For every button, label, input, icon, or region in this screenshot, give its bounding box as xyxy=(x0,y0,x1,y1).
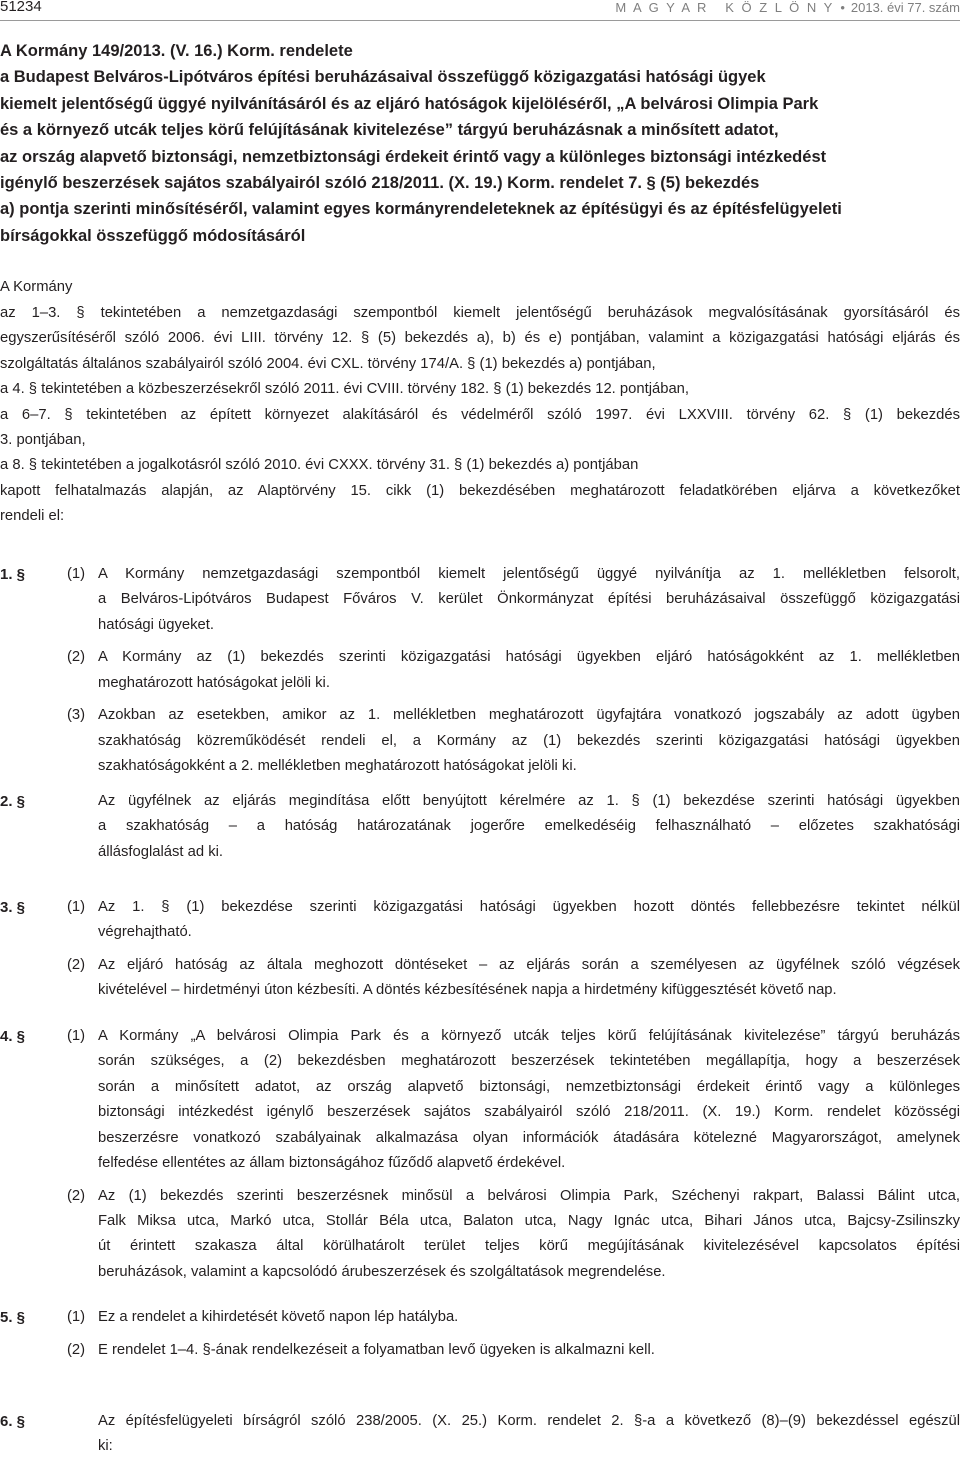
preamble-line: egyszerűsítéséről szóló 2006. évi LIII. törvény 12. § (5) bekezdés a), b) és e) pontjában, valamint a közigazgatási hatósági eljárás és xyxy=(0,330,960,347)
paragraph-text xyxy=(98,1409,960,1460)
title-line: az ország alapvető biztonsági, nemzetbiztonsági érdekeit érintő vagy a különleges biztonsági intézkedést xyxy=(0,147,827,166)
page-header xyxy=(0,0,960,34)
section-number: 5. § xyxy=(0,1309,26,1326)
paragraph-text xyxy=(98,953,960,1004)
paragraph-line: beruházások, valamint a kapcsolódó árubeszerzések és szolgáltatások megrendelése. xyxy=(98,1263,666,1280)
section-number: 3. § xyxy=(0,899,26,916)
paragraph-line: E rendelet 1–4. §-ának rendelkezéseit a folyamatban levő ügyeken is alkalmazni kell. xyxy=(98,1341,655,1358)
paragraph-line: Falk Miksa utca, Markó utca, Stollár Béla utca, Balaton utca, Nagy Ignác utca, Bihari János utca, Bajcsy-Zsilinszky xyxy=(98,1212,960,1229)
paragraph-text xyxy=(98,645,960,696)
paragraph-text xyxy=(98,895,960,946)
page-number: 51234 xyxy=(0,0,42,15)
section-number: 4. § xyxy=(0,1028,26,1045)
paragraph-line: A Kormány „A belvárosi Olimpia Park és a környező utcák teljes körű felújításának kivitelezése” tárgyú beruházás xyxy=(98,1028,960,1044)
preamble-subject xyxy=(0,275,960,300)
journal-name: M A G Y A R K Ö Z L Ö N Y xyxy=(615,0,835,15)
paragraph-line: Azokban az esetekben, amikor az 1. mellékletben meghatározott ügyfajtára vonatkozó jogszabály az adott ügyben xyxy=(98,707,960,724)
paragraph-number: (1) xyxy=(67,899,86,915)
paragraph-line: meghatározott hatóságokat jelöli ki. xyxy=(98,674,330,691)
title-line: bírságokkal összefüggő módosításáról xyxy=(0,226,306,245)
title-line: a) pontja szerinti minősítéséről, valamint egyes kormányrendeleteknek az építésügyi és az építésfelügyeleti xyxy=(0,200,842,219)
paragraph-line: Ez a rendelet a kihirdetését követő napon lép hatályba. xyxy=(98,1309,459,1325)
paragraph-line: Az (1) bekezdés szerinti beszerzésnek minősül a belvárosi Olimpia Park, Széchenyi rakpart, Balassi Bálint utca, xyxy=(98,1187,960,1204)
paragraph-number: (2) xyxy=(67,956,86,973)
paragraph-line: felfedése ellentétes az állam biztonságához fűződő alapvető érdekével. xyxy=(98,1155,566,1172)
paragraph-line: Az eljáró hatóság az általa meghozott döntéseket – az eljárás során a személyesen az ügyfélnek szóló végzések xyxy=(98,956,960,973)
paragraph-line: hatósági ügyeket. xyxy=(98,616,214,633)
paragraph-line: a szakhatóság – a hatóság határozatának jogerőre emelkedéséig felhasználható – előzetes szakhatósági xyxy=(98,818,960,835)
preamble-line: 3. pontjában, xyxy=(0,432,86,449)
title-line: A Kormány 149/2013. (V. 16.) Korm. rendelete xyxy=(0,42,353,60)
paragraph-line: kivételével – hirdetményi úton kézbesíti. A döntés kézbesítésének napja a hirdetmény kifüggesztését követő nap. xyxy=(98,982,837,999)
section-number: 6. § xyxy=(0,1413,26,1430)
paragraph-line: Az 1. § (1) bekezdése szerinti közigazgatási hatósági ügyekben hozott döntés fellebbezésre tekintet nélkül xyxy=(98,899,960,915)
section-number: 1. § xyxy=(0,566,26,583)
title-line: a Budapest Belváros-Lipótváros építési beruházásaival összefüggő közigazgatási hatósági ügyek xyxy=(0,68,766,87)
paragraph-text xyxy=(98,1184,960,1286)
preamble-line: az 1–3. § tekintetében a nemzetgazdasági szempontból kiemelt jelentőségű beruházások megvalósításának gyorsításáról és xyxy=(0,305,960,321)
preamble xyxy=(0,301,960,530)
preamble-line: rendeli el: xyxy=(0,508,65,525)
paragraph-line: során szükséges, a (2) bekezdésben meghatározott beszerzések tekintetében megállapítja, hogy a beszerzések xyxy=(98,1053,960,1070)
title-line: és a környező utcák teljes körű felújításának kivitelezése” tárgyú beruházásnak a minősített adatot, xyxy=(0,121,779,140)
paragraph-number: (2) xyxy=(67,1187,86,1204)
journal-header xyxy=(615,1,960,15)
paragraph-line: a Belváros-Lipótváros Budapest Főváros V. kerület Önkormányzat építési beruházásaival összefüggő közigazgatási xyxy=(98,591,960,608)
paragraph-text xyxy=(98,1338,960,1363)
paragraph-line: út érintett szakasza által körülhatárolt terület teljes körű megújításának kivitelezésével kapcsolatos építési xyxy=(98,1238,960,1255)
header-bullet: • xyxy=(840,0,845,15)
paragraph-text xyxy=(98,562,960,638)
paragraph-number: (1) xyxy=(67,566,86,582)
preamble-subject-text: A Kormány xyxy=(0,279,73,295)
paragraph-number: (1) xyxy=(67,1309,86,1325)
paragraph-line: A Kormány az (1) bekezdés szerinti közigazgatási hatósági ügyekben eljáró hatóságokként az 1. mellékletben xyxy=(98,649,960,666)
paragraph-line: A Kormány nemzetgazdasági szempontból kiemelt jelentőségű üggyé nyilvánítja az 1. mellékletben felsorolt, xyxy=(98,566,960,582)
preamble-line: a 6–7. § tekintetében az épített környezet alakításáról és védelméről szóló 1997. évi LXXVIII. törvény 62. § (1) bekezdés xyxy=(0,406,960,423)
paragraph-line: szakhatóság közreműködését rendeli el, a Kormány az (1) bekezdés szerinti közigazgatási hatósági ügyekben xyxy=(98,732,960,749)
issue-label: 2013. évi 77. szám xyxy=(850,0,960,15)
paragraph-text xyxy=(98,1305,960,1330)
paragraph-line: beszerzésre vonatkozó szabályainak alkalmazása olyan információk átadására kötelezné Magyarországot, amelynek xyxy=(98,1129,960,1146)
paragraph-line: biztonsági intézkedést igénylő beszerzések sajátos szabályairól szóló 218/2011. (X. 19.) Korm. rendelet közösségi xyxy=(98,1104,960,1121)
preamble-line: a 4. § tekintetében a közbeszerzésekről szóló 2011. évi CVIII. törvény 182. § (1) bekezdés 12. pontjában, xyxy=(0,381,690,398)
preamble-line: a 8. § tekintetében a jogalkotásról szóló 2010. évi CXXX. törvény 31. § (1) bekezdés a) pontjában xyxy=(0,457,639,474)
paragraph-text xyxy=(98,703,960,779)
paragraph-number: (2) xyxy=(67,649,86,666)
title-line: igénylő beszerzések sajátos szabályairól szóló 218/2011. (X. 19.) Korm. rendelet 7. § (5) bekezdés xyxy=(0,174,760,193)
preamble-line: kapott felhatalmazás alapján, az Alaptörvény 15. cikk (1) bekezdésében meghatározott feladatkörében eljárva a következőket xyxy=(0,482,960,499)
paragraph-number: (3) xyxy=(67,707,86,724)
decree-title xyxy=(0,38,960,249)
paragraph-line: szakhatóságokként a 2. mellékletben meghatározott hatóságokat jelöli ki. xyxy=(98,758,577,775)
header-rule xyxy=(0,20,960,21)
section-number: 2. § xyxy=(0,793,26,810)
paragraph-line: végrehajtható. xyxy=(98,924,192,941)
paragraph-number: (1) xyxy=(67,1028,86,1044)
paragraph-text xyxy=(98,789,960,865)
paragraph-text xyxy=(98,1024,960,1176)
preamble-line: szolgáltatás általános szabályairól szóló 2004. évi CXL. törvény 174/A. § (1) bekezdés a) pontjában, xyxy=(0,355,656,372)
paragraph-line: állásfoglalást ad ki. xyxy=(98,843,224,860)
paragraph-line: ki: xyxy=(98,1438,113,1455)
paragraph-line: Az ügyfélnek az eljárás megindítása előtt benyújtott kérelmére az 1. § (1) bekezdése szerinti hatósági ügyekben xyxy=(98,793,960,809)
paragraph-number: (2) xyxy=(67,1341,86,1358)
title-line: kiemelt jelentőségű üggyé nyilvánításáról és az eljáró hatóságok kijelöléséről, „A belvárosi Olimpia Park xyxy=(0,94,819,113)
paragraph-line: Az építésfelügyeleti bírságról szóló 238/2005. (X. 25.) Korm. rendelet 2. §-a a következő (8)–(9) bekezdéssel egészül xyxy=(98,1413,960,1429)
paragraph-line: során a minősített adatot, az ország alapvető biztonsági, nemzetbiztonsági érdekeit érintő vagy a különleges xyxy=(98,1078,960,1095)
